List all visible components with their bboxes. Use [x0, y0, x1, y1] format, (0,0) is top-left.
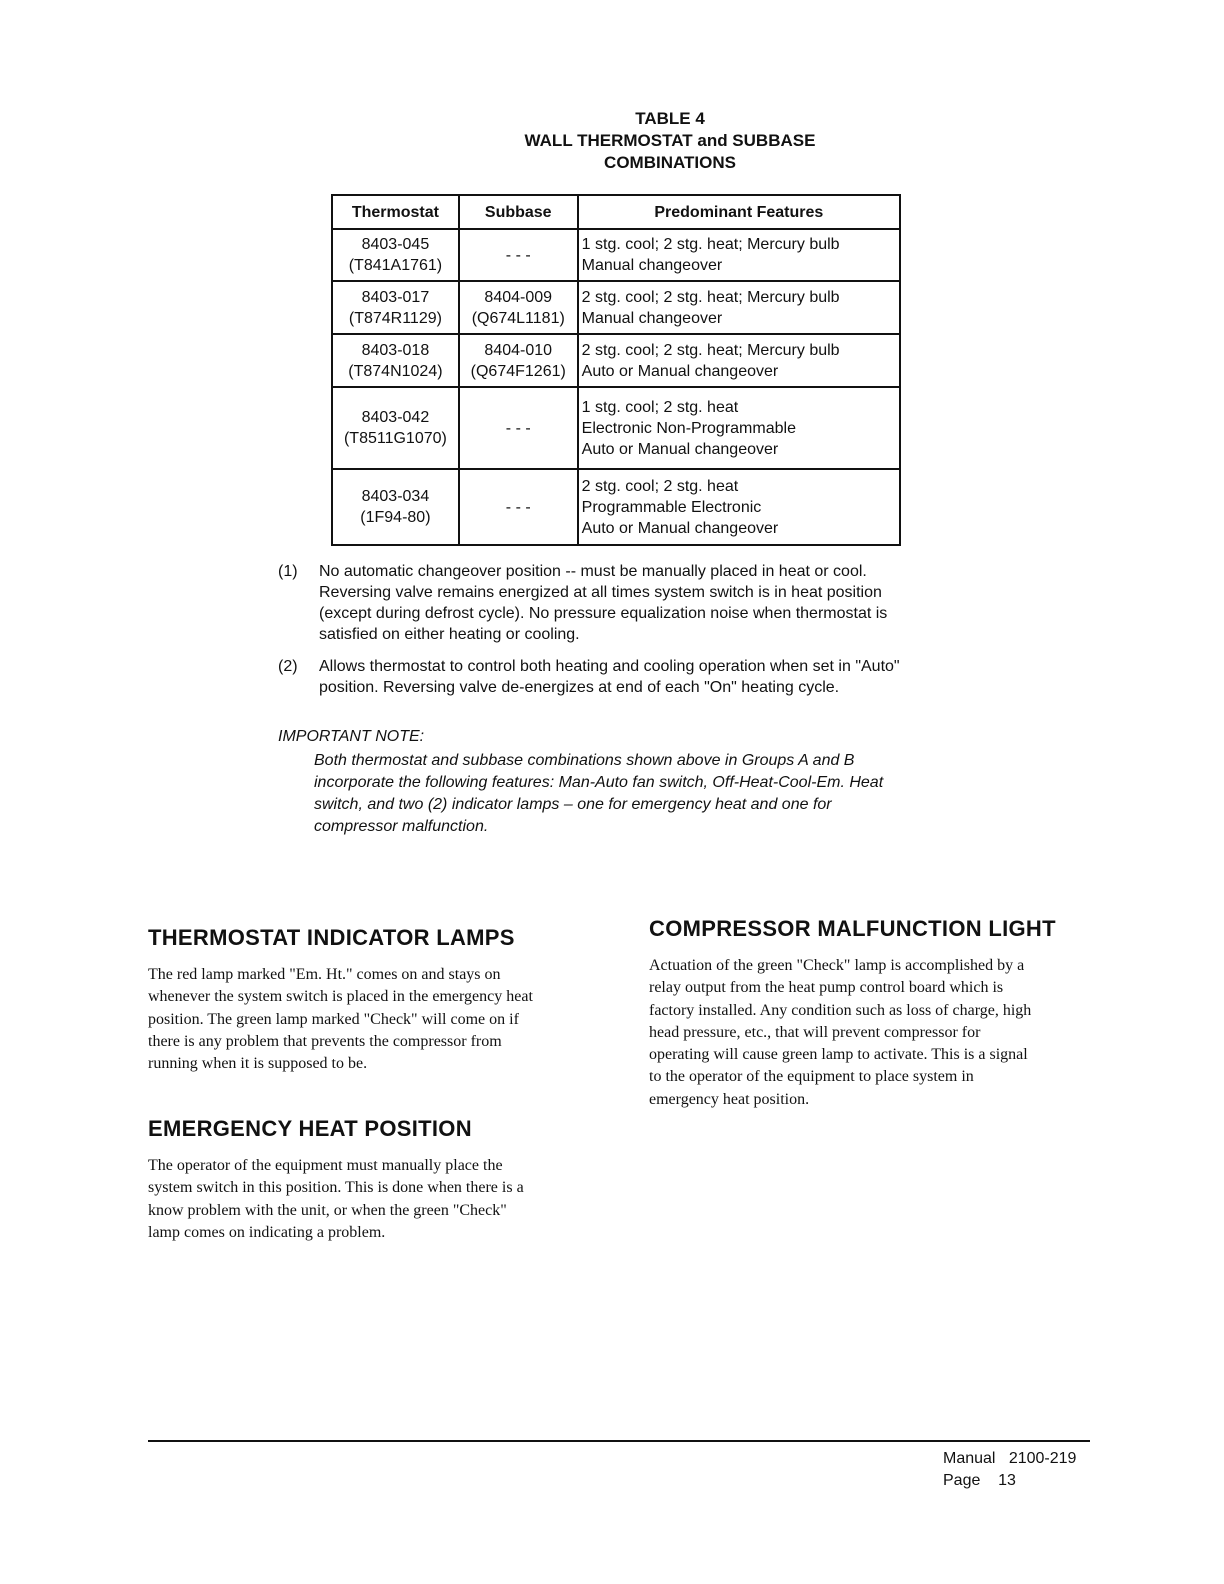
cell-subbase	[459, 469, 578, 545]
emergency-heat-body	[148, 1155, 618, 1244]
subbase-model: 8404-009	[484, 288, 553, 306]
table-row	[332, 387, 900, 469]
paragraph-line: emergency heat position.	[649, 1090, 810, 1108]
feature-line: 2 stg. cool; 2 stg. heat	[581, 477, 739, 495]
paragraph-line: operating will cause green lamp to activate. This is a signal	[649, 1046, 1028, 1064]
thermostat-model: 8403-034	[361, 488, 430, 505]
footnote-line: No automatic changeover position -- must be manually placed in heat or cool.	[319, 563, 867, 580]
feature-line: Auto or Manual changeover	[581, 440, 779, 458]
feature-line: Auto or Manual changeover	[581, 519, 779, 537]
paragraph-line: know problem with the unit, or when the green "Check"	[148, 1201, 507, 1219]
page-number: Page 13	[943, 1472, 1016, 1489]
cell-thermostat	[332, 281, 459, 334]
paragraph-line: head pressure, etc., that will prevent compressor for	[649, 1023, 981, 1041]
header-subbase: Subbase	[459, 195, 578, 229]
paragraph-line: Actuation of the green "Check" lamp is accomplished by a	[649, 957, 1025, 974]
table-row	[332, 334, 900, 387]
table-row	[332, 469, 900, 545]
cell-subbase	[459, 387, 578, 469]
footnote-line: (except during defrost cycle). No pressure equalization noise when thermostat is	[319, 605, 888, 622]
feature-line: Programmable Electronic	[581, 498, 762, 516]
cell-features	[578, 334, 900, 387]
compressor-light-body	[649, 955, 1129, 1111]
paragraph-line: lamp comes on indicating a problem.	[148, 1223, 386, 1241]
footnote-number: (1)	[278, 563, 298, 580]
feature-line: 1 stg. cool; 2 stg. heat	[581, 398, 739, 416]
subbase-none: - - -	[505, 498, 531, 516]
paragraph-line: system switch in this position. This is done when there is a	[148, 1179, 524, 1197]
important-note-line: incorporate the following features: Man-Auto fan switch, Off-Heat-Cool-Em. Heat	[314, 774, 884, 791]
table-caption	[300, 108, 1040, 174]
cell-features	[578, 469, 900, 545]
compressor-light-heading: COMPRESSOR MALFUNCTION LIGHT	[649, 916, 1056, 941]
paragraph-line: relay output from the heat pump control board which is	[649, 979, 1004, 997]
paragraph-line: to the operator of the equipment to place system in	[649, 1068, 974, 1086]
footnote-text	[319, 656, 978, 698]
feature-line: Electronic Non-Programmable	[581, 419, 796, 437]
footnote-2	[278, 656, 978, 698]
paragraph-line: The operator of the equipment must manually place the	[148, 1157, 503, 1174]
important-note-line: compressor malfunction.	[314, 818, 489, 835]
subbase-none: - - -	[505, 419, 531, 437]
header-thermostat: Thermostat	[332, 195, 459, 229]
cell-subbase	[459, 229, 578, 281]
thermostat-model: 8403-017	[361, 288, 430, 306]
footnote-line: satisfied on either heating or cooling.	[319, 626, 580, 643]
cell-subbase	[459, 281, 578, 334]
cell-features	[578, 387, 900, 469]
thermostat-part: (T874N1024)	[348, 362, 443, 380]
thermostat-model: 8403-042	[361, 409, 430, 426]
cell-thermostat	[332, 469, 459, 545]
cell-thermostat	[332, 229, 459, 281]
paragraph-line: factory installed. Any condition such as loss of charge, high	[649, 1001, 1032, 1019]
cell-features	[578, 229, 900, 281]
thermostat-subbase-table	[331, 194, 901, 546]
paragraph-line: there is any problem that prevents the compressor from	[148, 1032, 502, 1050]
table-header-row	[332, 195, 900, 229]
table-row	[332, 229, 900, 281]
important-note-heading: IMPORTANT NOTE:	[278, 728, 425, 745]
paragraph-line: position. The green lamp marked "Check" will come on if	[148, 1010, 519, 1028]
indicator-lamps-body	[148, 964, 618, 1075]
thermostat-part: (T874R1129)	[348, 309, 442, 327]
feature-line: 1 stg. cool; 2 stg. heat; Mercury bulb	[581, 236, 840, 253]
table-row	[332, 281, 900, 334]
cell-thermostat	[332, 334, 459, 387]
feature-line: Manual changeover	[581, 257, 723, 274]
cell-subbase	[459, 334, 578, 387]
footnote-text	[319, 561, 978, 645]
cell-thermostat	[332, 387, 459, 469]
footnote-1	[278, 561, 978, 645]
feature-line: Manual changeover	[581, 309, 723, 327]
indicator-lamps-heading: THERMOSTAT INDICATOR LAMPS	[148, 925, 515, 950]
important-note-line: switch, and two (2) indicator lamps – one for emergency heat and one for	[314, 796, 832, 813]
table-number: TABLE 4	[635, 109, 705, 128]
footnote-line: Reversing valve remains energized at all times system switch is in heat position	[319, 584, 882, 601]
table-title-line-1: WALL THERMOSTAT and SUBBASE	[524, 131, 816, 150]
footnote-number: (2)	[278, 658, 298, 675]
feature-line: 2 stg. cool; 2 stg. heat; Mercury bulb	[581, 341, 840, 359]
manual-number: Manual 2100-219	[943, 1450, 1077, 1467]
footer-block	[943, 1448, 1076, 1492]
footnote-line: Allows thermostat to control both heating and cooling operation when set in "Auto"	[319, 658, 900, 675]
subbase-part: (Q674F1261)	[470, 362, 566, 380]
cell-features	[578, 281, 900, 334]
thermostat-part: (T8511G1070)	[343, 430, 447, 447]
feature-line: Auto or Manual changeover	[581, 362, 779, 380]
paragraph-line: The red lamp marked "Em. Ht." comes on and stays on	[148, 966, 501, 983]
paragraph-line: running when it is supposed to be.	[148, 1055, 368, 1073]
subbase-model: 8404-010	[484, 341, 553, 359]
table-title-line-2: COMBINATIONS	[604, 153, 736, 172]
feature-line: 2 stg. cool; 2 stg. heat; Mercury bulb	[581, 288, 840, 306]
important-note-line: Both thermostat and subbase combinations shown above in Groups A and B	[314, 752, 855, 769]
footnote-line: position. Reversing valve de-energizes at end of each "On" heating cycle.	[319, 679, 840, 696]
header-features: Predominant Features	[578, 195, 900, 229]
subbase-none: - - -	[505, 246, 531, 264]
footer-rule	[148, 1440, 1090, 1442]
thermostat-part: (T841A1761)	[348, 257, 443, 274]
subbase-part: (Q674L1181)	[471, 309, 565, 327]
thermostat-model: 8403-018	[361, 341, 430, 359]
important-note-body	[314, 750, 994, 838]
paragraph-line: whenever the system switch is placed in the emergency heat	[148, 988, 533, 1006]
thermostat-model: 8403-045	[361, 236, 430, 253]
emergency-heat-heading: EMERGENCY HEAT POSITION	[148, 1116, 472, 1141]
thermostat-part: (1F94-80)	[360, 509, 431, 526]
